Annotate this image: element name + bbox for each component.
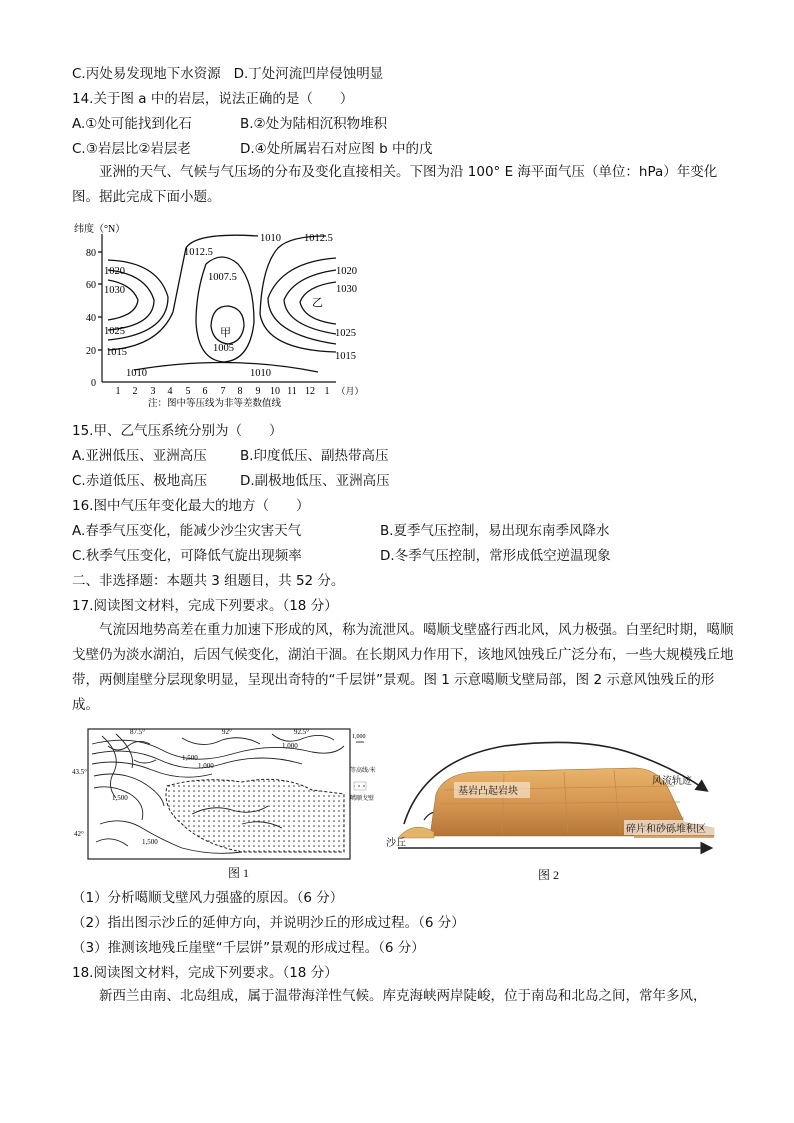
x-tick: 3 [150,386,156,397]
q17-sub2: （2）指出图示沙丘的延伸方向，并说明沙丘的形成过程。（6 分） [72,915,465,931]
q15-option-b: B.印度低压、副热带高压 [240,448,389,464]
q13-option-c: C.丙处易发现地下水资源 [72,66,221,82]
chart-note: 注：图中等压线为非等差数值线 [148,399,282,409]
lon-label: 87.5° [130,728,146,736]
label-bedrock: 基岩凸起岩块 [458,786,518,797]
legend-gobi: 噶顺戈壁 [350,796,375,802]
q17-sub3: （3）推测该地残丘崖壁“千层饼”景观的形成过程。（6 分） [72,940,425,956]
q13-option-d: D.丁处河流凹岸侵蚀明显 [233,66,384,82]
q18-stem: 18.阅读图文材料，完成下列要求。（18 分） [72,965,338,981]
q18-paragraph: 新西兰由南、北岛组成，属于温带海洋性气候。库克海峡两岸陡峻，位于南岛和北岛之间，常年多风， [99,988,707,1004]
x-tick: 1 [115,386,121,397]
q16-stem: 16.图中气压年变化最大的地方（ ） [72,498,310,514]
y-tick: 40 [86,313,96,324]
legend-contour-name: 等高线/米 [350,768,376,774]
figure1-map [72,724,376,864]
isobar-label: 1015 [335,351,356,362]
pressure-system-yi: 乙 [312,297,323,309]
contour-label: 1,500 [112,794,128,802]
isobar-label: 1015 [106,347,127,358]
chart-ylabel: 纬度（°N） [74,224,126,235]
contour-label: 1,000 [282,742,298,750]
label-dune: 沙丘 [386,838,406,849]
x-tick: 1 [324,386,330,397]
isobar-label: 1007.5 [208,272,237,283]
figure2-diagram [384,724,724,864]
x-tick: 7 [220,386,226,397]
x-tick: 5 [185,386,191,397]
x-tick: 12 [305,386,315,397]
isobar-label: 1020 [104,266,125,277]
isobar-label: 1012.5 [304,233,333,244]
x-tick: 9 [255,386,261,397]
figure1-caption: 图 1 [228,866,250,880]
q14-option-c: C.③岩层比②岩层老 [72,141,191,157]
isobar-label: 1012.5 [184,247,213,258]
q15-option-d: D.副极地低压、亚洲高压 [240,473,390,489]
isobar-label: 1030 [336,284,357,295]
figure2-caption: 图 2 [538,868,560,882]
q17-sub1: （1）分析噶顺戈壁风力强盛的原因。（6 分） [72,890,344,906]
x-tick: 10 [270,386,280,397]
q15-stem: 15.甲、乙气压系统分别为（ ） [72,423,283,439]
x-tick: 11 [287,386,297,397]
x-tick: 8 [237,386,243,397]
q13-options [72,64,383,84]
y-tick: 0 [91,378,96,389]
q17-paragraph: 气流因地势高差在重力加速下形成的风，称为流泄风。噶顺戈壁盛行西北风，风力极强。白垩纪时期，噶顺戈壁仍为淡水湖泊，后因气候变化，湖泊干涸。在长期风力作用下，该地风蚀残丘广泛分布，一些大规模残丘地带，两侧崖壁分层现象明显，呈现出奇特的“千层饼”景观。图 1 示意噶顺戈壁局部，图 2 示意风蚀残丘的形成。 [72,622,734,713]
isobar-label: 1025 [335,328,356,339]
pressure-system-jia: 甲 [220,327,231,339]
q16-option-d: D.冬季气压控制，常形成低空逆温现象 [380,548,611,564]
lon-label: 92.5° [294,728,310,736]
q14-option-b: B.②处为陆相沉积物堆积 [240,116,388,132]
lat-label: 43.5° [72,768,88,776]
x-tick: 4 [167,386,173,397]
q15-option-c: C.赤道低压、极地高压 [72,473,208,489]
q14-option-d: D.④处所属岩石对应图 b 中的戊 [240,141,433,157]
y-tick: 20 [86,346,96,357]
q17-stem: 17.阅读图文材料，完成下列要求。（18 分） [72,598,338,614]
lon-label: 92° [222,728,232,736]
legend-contour-value: 1,000 [352,734,366,740]
label-wind: 风流轨迹 [652,776,692,787]
x-tick: 2 [132,386,138,397]
isobar-label: 1025 [104,326,125,337]
intro-paragraph: 亚洲的天气、气候与气压场的分布及变化直接相关。下图为沿 100° E 海平面气压（单位：hPa）年变化图。据此完成下面小题。 [72,164,718,205]
q15-option-a: A.亚洲低压、亚洲高压 [72,448,207,464]
lat-label: 42° [74,830,84,838]
sand-dune [398,827,434,838]
y-tick: 60 [86,280,96,291]
isobar-label: 1010 [126,368,147,379]
isobar-label: 1005 [213,343,234,354]
q16-option-c: C.秋季气压变化，可降低气旋出现频率 [72,548,302,564]
isobar-label: 1030 [104,285,125,296]
pressure-chart [68,222,368,412]
contour-label: 1,500 [142,838,158,846]
section2-heading: 二、非选择题：本题共 3 组题目，共 52 分。 [72,573,345,589]
q14-stem: 14.关于图 a 中的岩层，说法正确的是（ ） [72,91,354,107]
contour-label: 1,000 [198,762,214,770]
x-tick: 6 [202,386,208,397]
isobar-label: 1010 [250,368,271,379]
q16-option-a: A.春季气压变化，能减少沙尘灾害天气 [72,523,302,539]
contour-label: 1,500 [182,754,198,762]
label-debris: 碎片和砂砾堆积区 [626,824,706,835]
y-tick: 80 [86,248,96,259]
isobar-label: 1010 [260,233,281,244]
q14-option-a: A.①处可能找到化石 [72,116,192,132]
x-unit: （月） [336,386,364,396]
q16-option-b: B.夏季气压控制，易出现东南季风降水 [380,523,610,539]
isobar-label: 1020 [336,266,357,277]
